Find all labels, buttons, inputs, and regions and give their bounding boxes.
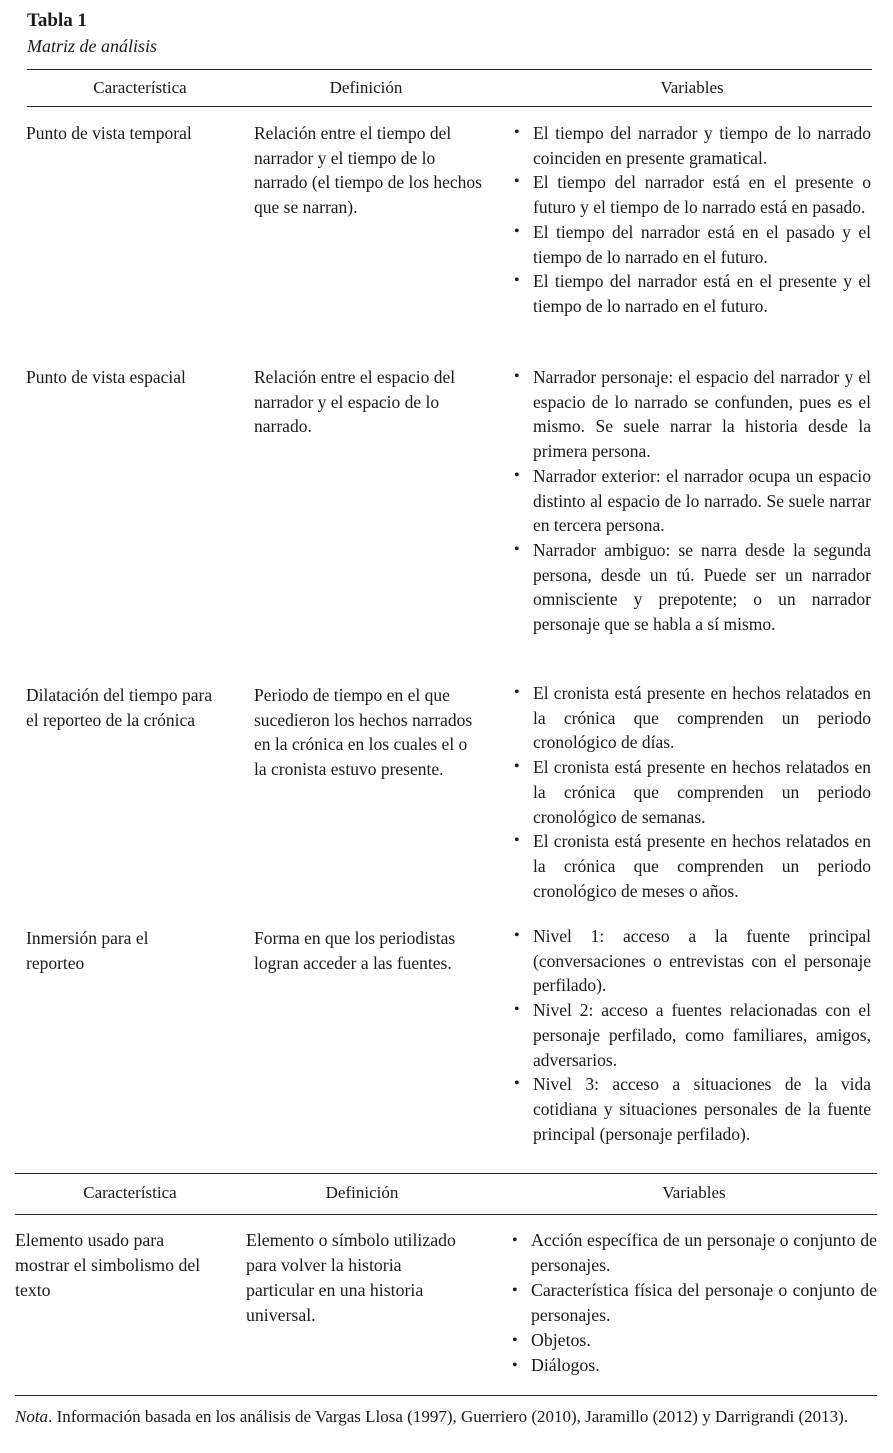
list-item: • El cronista está presente en hechos relatados en la crónica que comprenden un periodo cronológico de semanas.: [533, 755, 871, 829]
table2-row-definition: Elemento o símbolo utilizado para volver la historia particular en una historia universal.: [246, 1230, 456, 1325]
table-row-3-definition: Periodo de tiempo en el que sucedieron los hechos narrados en la crónica en los cuales el o la cronista estuvo presente.: [254, 685, 473, 780]
table-row-4-variables: [533, 924, 871, 1146]
list-item: • El tiempo del narrador está en el presente o futuro y el tiempo de lo narrado está en pasado.: [533, 170, 871, 219]
table-row-1-definition: Relación entre el tiempo del narrador y el tiempo de lo narrado (el tiempo de los hechos que se narran).: [254, 123, 482, 218]
table2-bottom-rule: [15, 1395, 877, 1396]
table-row-1-characteristic: Punto de vista temporal: [26, 123, 192, 143]
list-item: • El tiempo del narrador está en el pasado y el tiempo de lo narrado en el futuro.: [533, 220, 871, 269]
table-row-2-definition: Relación entre el espacio del narrador y el espacio de lo narrado.: [254, 367, 456, 437]
list-item: • Nivel 2: acceso a fuentes relacionadas con el personaje perfilado, como familiares, amigos, adversarios.: [533, 998, 871, 1072]
table1-header-variables: Variables: [660, 78, 724, 97]
table2-header-definition: Definición: [325, 1183, 399, 1202]
note-text: . Información basada en los análisis de Vargas Llosa (1997), Guerriero (2010), Jaramillo (2012) y Darrigrandi (2013).: [48, 1407, 849, 1426]
table1-header-rule: [27, 106, 872, 107]
list-item: • Característica física del personaje o conjunto de personajes.: [531, 1278, 877, 1328]
list-item: • Narrador ambiguo: se narra desde la segunda persona, desde un tú. Puede ser un narrador omnisciente y prepotente; o un narrador personaje que se habla a sí mismo.: [533, 538, 871, 637]
list-item: • Narrador exterior: el narrador ocupa un espacio distinto al espacio de lo narrado. Se suele narrar en tercera persona.: [533, 464, 871, 538]
table-row-2-characteristic: Punto de vista espacial: [26, 367, 186, 387]
table2-top-rule: [15, 1173, 877, 1174]
table-row-4-definition: Forma en que los periodistas logran acceder a las fuentes.: [254, 928, 456, 973]
table-row-3-variables: [533, 681, 871, 903]
table-row-2-variables: [533, 365, 871, 637]
table-title: Tabla 1: [27, 10, 88, 31]
table-note: [15, 1405, 877, 1429]
list-item: • Diálogos.: [531, 1353, 877, 1378]
table1-top-rule: [27, 69, 872, 70]
list-item: • El tiempo del narrador está en el presente y el tiempo de lo narrado en el futuro.: [533, 269, 871, 318]
list-item: • El cronista está presente en hechos relatados en la crónica que comprenden un periodo cronológico de meses o años.: [533, 829, 871, 903]
table-row-4-characteristic: Inmersión para el reporteo: [26, 928, 149, 973]
note-label: Nota: [15, 1407, 49, 1426]
list-item: • Acción específica de un personaje o conjunto de personajes.: [531, 1228, 877, 1278]
table2-header-characteristic: Característica: [83, 1183, 177, 1202]
table2-header-variables: Variables: [662, 1183, 726, 1202]
table-subtitle: Matriz de análisis: [27, 36, 158, 56]
list-item: • Nivel 1: acceso a la fuente principal (conversaciones o entrevistas con el personaje perfilado).: [533, 924, 871, 998]
list-item: • Objetos.: [531, 1328, 877, 1353]
table-row-3-characteristic: Dilatación del tiempo para el reporteo de la crónica: [26, 685, 213, 730]
list-item: • El tiempo del narrador y tiempo de lo narrado coinciden en presente gramatical.: [533, 121, 871, 170]
list-item: • Nivel 3: acceso a situaciones de la vida cotidiana y situaciones personales de la fuente principal (personaje perfilado).: [533, 1072, 871, 1146]
table1-header-characteristic: Característica: [93, 78, 187, 97]
table1-header-definition: Definición: [329, 78, 403, 97]
list-item: • El cronista está presente en hechos relatados en la crónica que comprenden un periodo cronológico de días.: [533, 681, 871, 755]
table2-header-rule: [15, 1214, 877, 1215]
table2-row-variables: [531, 1228, 877, 1378]
table2-row-characteristic: Elemento usado para mostrar el simbolismo del texto: [15, 1230, 201, 1300]
table-row-1-variables: [533, 121, 871, 319]
list-item: • Narrador personaje: el espacio del narrador y el espacio de lo narrado se confunden, pues es el mismo. Se suele narrar la historia desde la primera persona.: [533, 365, 871, 464]
